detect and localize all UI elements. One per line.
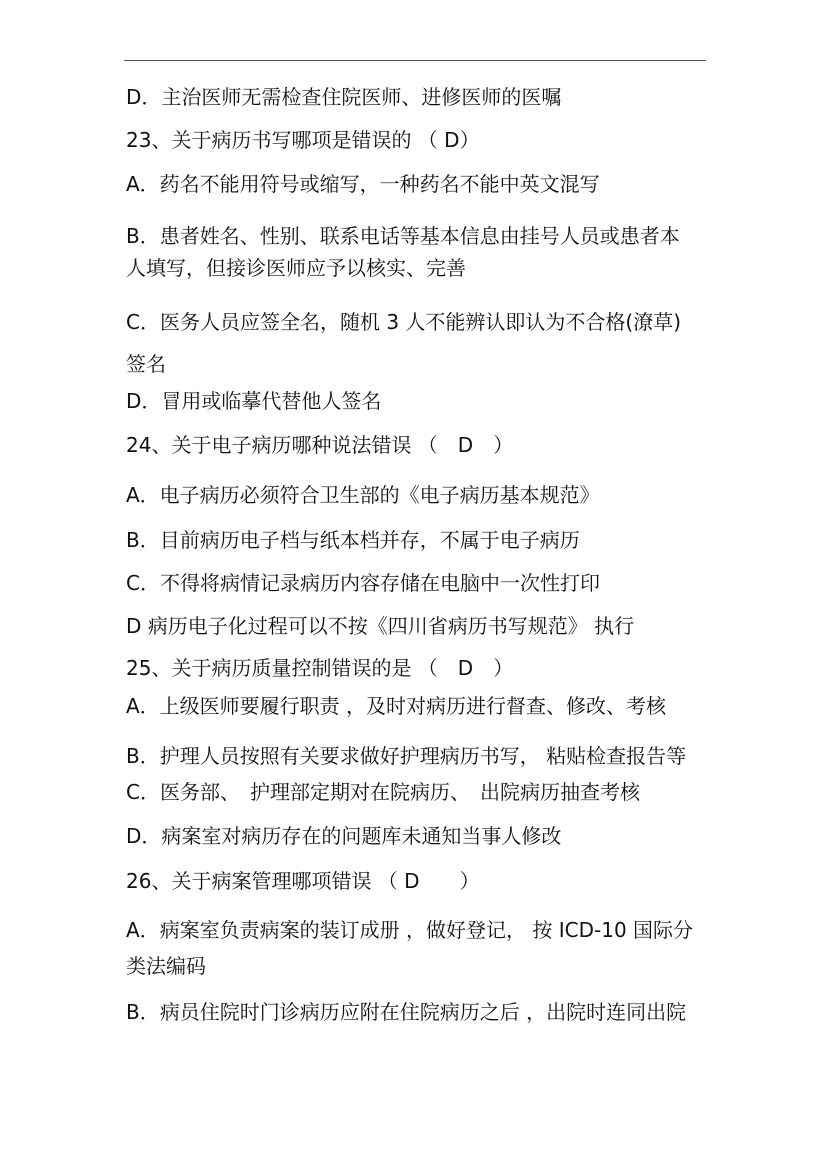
text-line: C．医务人员应签全名，随机 3 人不能辨认即认为不合格(潦草) [126, 310, 682, 334]
text-line: B．目前病历电子档与纸本档并存，不属于电子病历 [126, 528, 580, 552]
text-line: 签名 [126, 352, 166, 376]
text-line: C．不得将病情记录病历内容存储在电脑中一次性打印 [126, 571, 600, 595]
text-line: B．患者姓名、性别、联系电话等基本信息由挂号人员或患者本 [126, 224, 680, 248]
text-line: A．电子病历必须符合卫生部的《电子病历基本规范》 [126, 483, 600, 507]
text-line: A．上级医师要履行职责 ，及时对病历进行督查、修改、考核 [126, 694, 667, 718]
text-line: 24、关于电子病历哪种说法错误 （ D ） [126, 433, 514, 457]
header-rule [124, 60, 706, 61]
text-line: 人填写，但接诊医师应予以核实、完善 [126, 256, 466, 280]
text-line: A．药名不能用符号或缩写，一种药名不能中英文混写 [126, 172, 600, 196]
text-line: 23、关于病历书写哪项是错误的 （ D） [126, 128, 480, 152]
text-line: D．冒用或临摹代替他人签名 [126, 389, 382, 413]
text-line: A．病案室负责病案的装订成册 ，做好登记， 按 ICD-10 国际分 [126, 918, 694, 942]
text-line: C．医务部、 护理部定期对在院病历、 出院病历抽查考核 [126, 780, 640, 804]
text-line: D．病案室对病历存在的问题库未通知当事人修改 [126, 824, 562, 848]
text-line: 25、关于病历质量控制错误的是 （ D ） [126, 656, 514, 680]
text-line: 26、关于病案管理哪项错误 （ D ） [126, 869, 480, 893]
text-line: B．病员住院时门诊病历应附在住院病历之后 ，出院时连同出院 [126, 1000, 687, 1024]
text-line: D．主治医师无需检查住院医师、进修医师的医嘱 [126, 85, 562, 109]
text-line: D 病历电子化过程可以不按《四川省病历书写规范》 执行 [126, 614, 635, 638]
text-line: B．护理人员按照有关要求做好护理病历书写， 粘贴检查报告等 [126, 744, 687, 768]
text-line: 类法编码 [126, 954, 206, 978]
